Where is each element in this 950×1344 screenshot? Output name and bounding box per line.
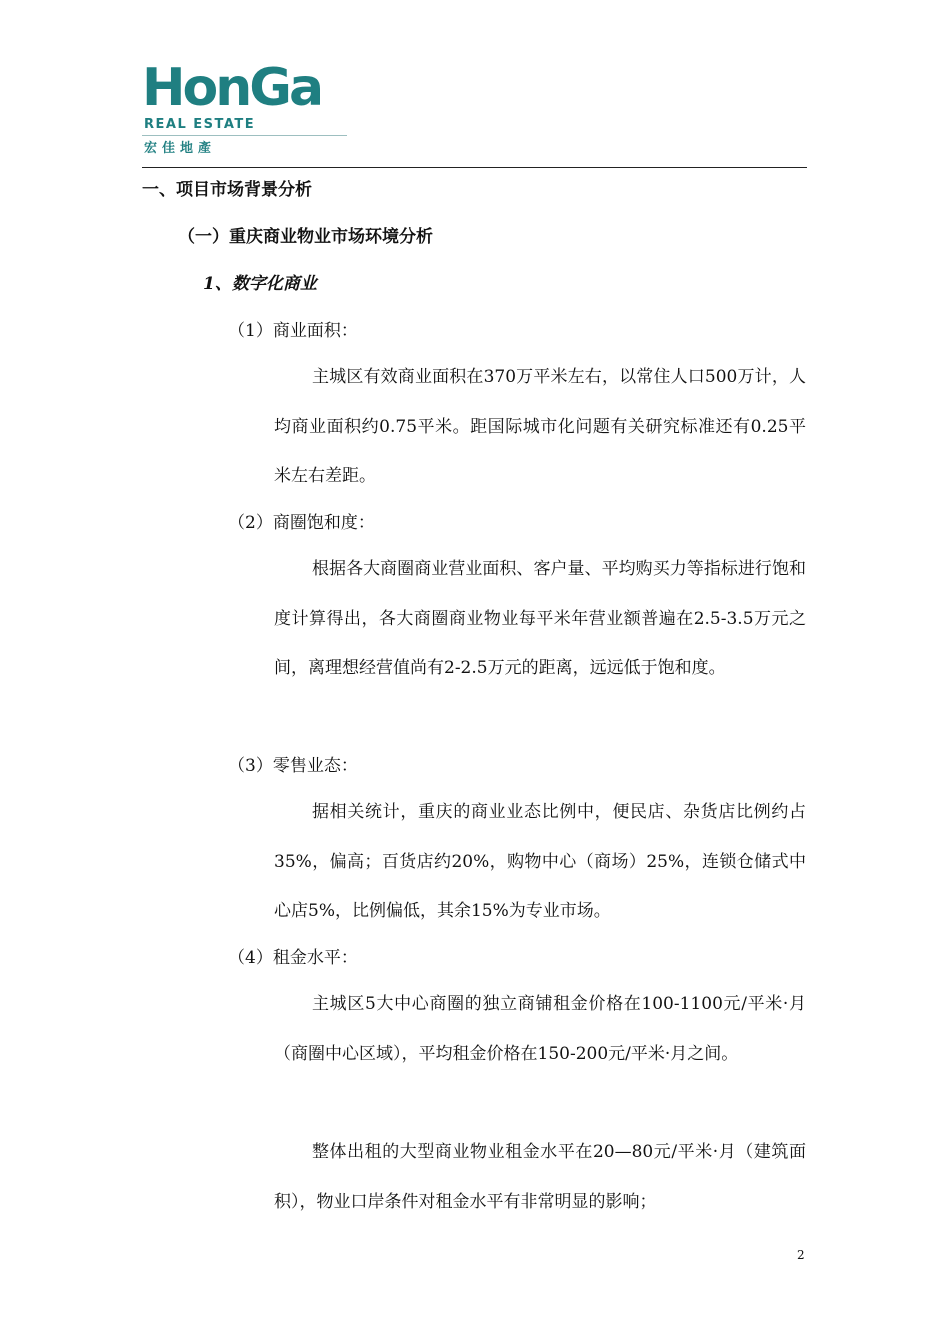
item-title-area: （1）商业面积： — [228, 321, 358, 341]
page-number: 2 — [797, 1248, 805, 1262]
logo-chinese-name: 宏佳地產 — [144, 141, 217, 156]
item-title-saturation: （2）商圈饱和度： — [228, 513, 375, 533]
company-logo — [142, 58, 347, 156]
paragraph-saturation: 根据各大商圈商业营业面积、客户量、平均购买力等指标进行饱和度计算得出，各大商圈商业物业每平米年营业额普遍在2.5-3.5万元之间，离理想经营值尚有2-2.5万元的距离，远远低于饱和度。 — [274, 559, 806, 678]
paragraph-rent-1: 主城区5大中心商圈的独立商铺租金价格在100-1100元/平米·月（商圈中心区域），平均租金价格在150-200元/平米·月之间。 — [274, 994, 806, 1064]
paragraph-area: 主城区有效商业面积在370万平米左右，以常住人口500万计，人均商业面积约0.75平米。距国际城市化问题有关研究标准还有0.25平米左右差距。 — [274, 367, 806, 486]
section-heading-2: （一）重庆商业物业市场环境分析 — [178, 227, 433, 247]
logo-subtitle: REAL ESTATE — [144, 117, 256, 132]
section-heading-3: 1、数字化商业 — [203, 274, 317, 294]
header-divider — [142, 167, 807, 168]
paragraph-retail: 据相关统计，重庆的商业业态比例中，便民店、杂货店比例约占35%，偏高；百货店约20%，购物中心（商场）25%，连锁仓储式中心店5%，比例偏低，其余15%为专业市场。 — [274, 802, 806, 921]
logo-wordmark: HonGa — [142, 58, 322, 118]
paragraph-rent-2: 整体出租的大型商业物业租金水平在20—80元/平米·月（建筑面积），物业口岸条件对租金水平有非常明显的影响； — [274, 1142, 806, 1212]
logo-divider — [142, 135, 347, 136]
item-title-retail: （3）零售业态： — [228, 756, 358, 776]
item-title-rent: （4）租金水平： — [228, 948, 358, 968]
section-heading-1: 一、项目市场背景分析 — [142, 180, 312, 200]
